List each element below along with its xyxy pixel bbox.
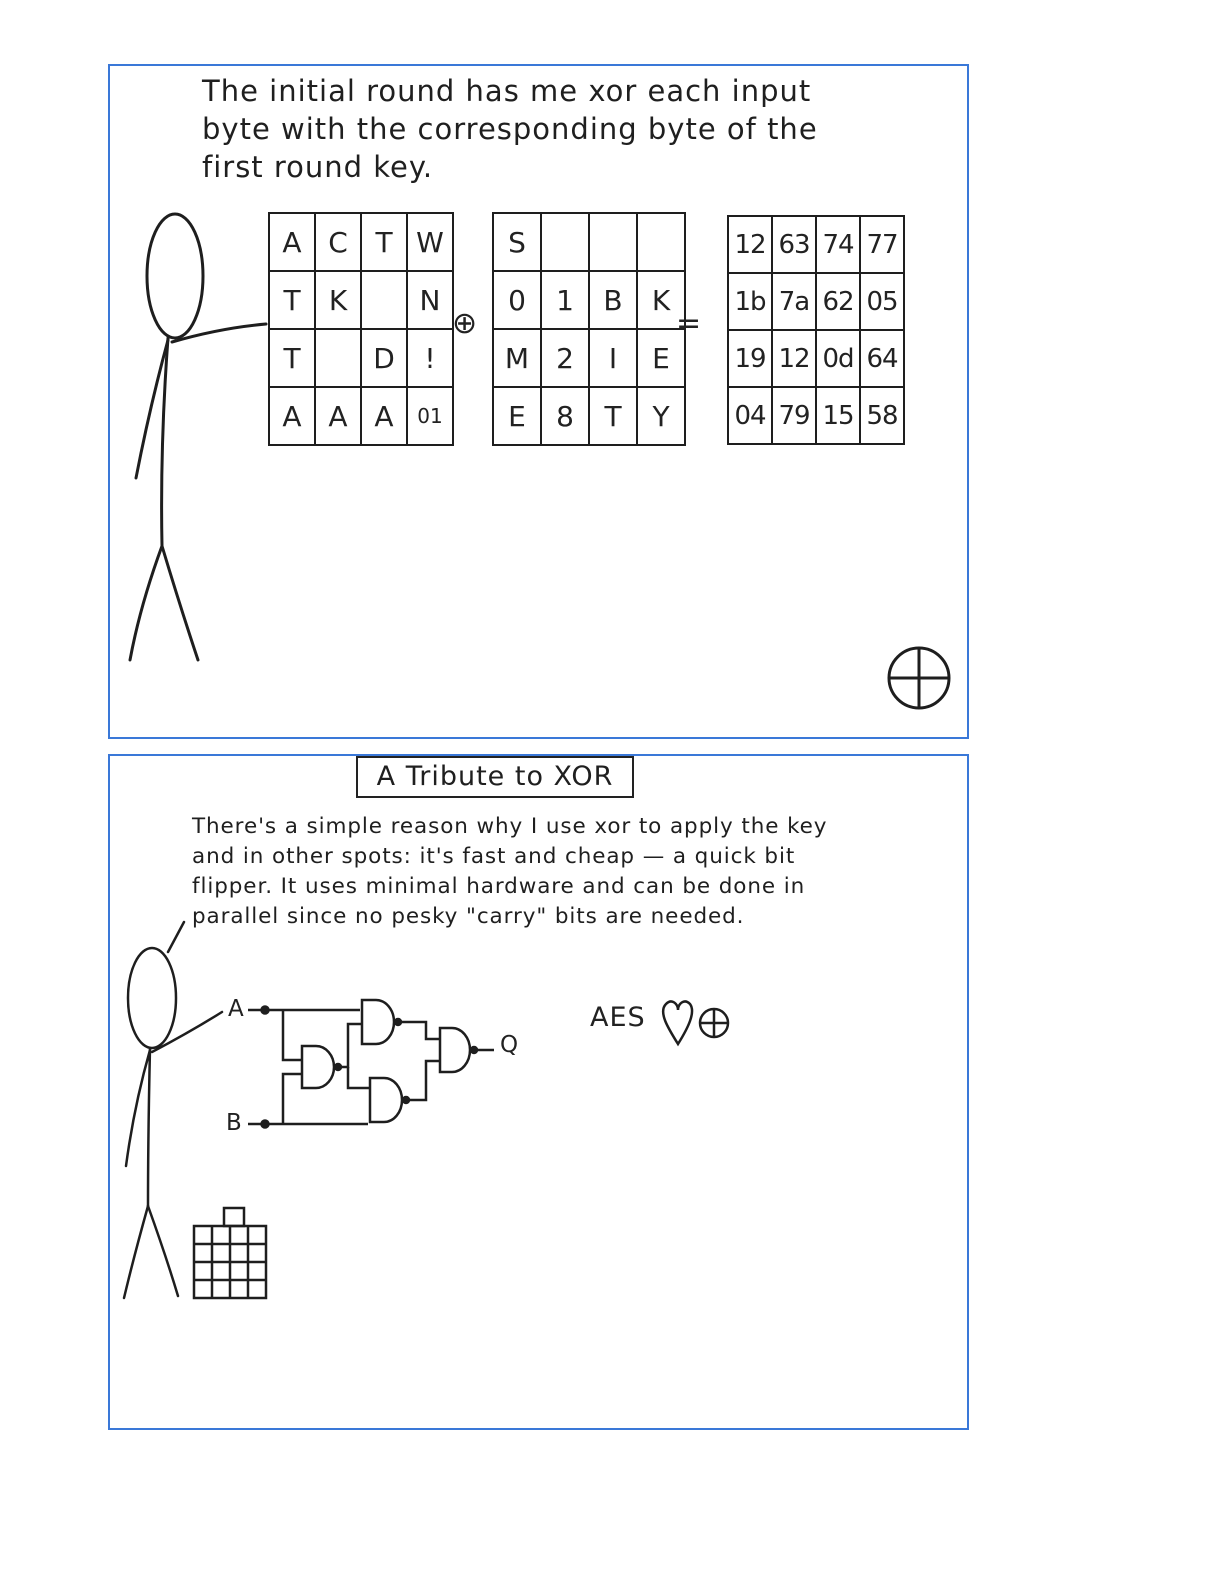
stick-figure-right-leg [162, 546, 198, 660]
grid-row [269, 271, 453, 329]
stick-figure-right-leg [148, 1206, 178, 1296]
grid-cell: 8 [541, 387, 589, 445]
nand-gate [440, 1028, 470, 1072]
xor-gate-diagram [110, 756, 971, 1432]
grid-cell: 7a [772, 273, 816, 330]
stick-figure-body [162, 338, 168, 546]
grid-cell: E [493, 387, 541, 445]
grid-cell: 1b [728, 273, 772, 330]
grid-cell: 0 [493, 271, 541, 329]
caption-line: first round key. [202, 150, 434, 184]
heart-icon [663, 1002, 692, 1044]
caption-line: and in other spots: it's fast and cheap — a quick bit [192, 844, 796, 869]
stick-figure-left-arm [126, 1050, 150, 1166]
grid-cell: Y [637, 387, 685, 445]
grid-cell: 04 [728, 387, 772, 444]
grid-cell [541, 213, 589, 271]
chip-grid-icon [194, 1208, 266, 1298]
gate-input-b-label: B [226, 1110, 242, 1136]
grid-cell: A [269, 387, 315, 445]
grid-cell: E [637, 329, 685, 387]
grid-cell: 12 [728, 216, 772, 273]
grid-cell: K [315, 271, 361, 329]
stick-figure-right-arm [152, 1012, 222, 1052]
nand-gate [302, 1046, 334, 1088]
grid-cell: D [361, 329, 407, 387]
grid-cell: 01 [407, 387, 453, 445]
round-key-grid [492, 212, 686, 446]
gate-output-q-label: Q [500, 1032, 519, 1058]
grid-row [493, 329, 685, 387]
grid-cell: A [315, 387, 361, 445]
stick-figure-head [147, 214, 203, 338]
grid-cell: 74 [816, 216, 860, 273]
comic-panel-xor-tribute [108, 754, 969, 1430]
comic-panel-initial-round [108, 64, 969, 739]
grid-cell: 1 [541, 271, 589, 329]
grid-cell: 2 [541, 329, 589, 387]
grid-row [728, 330, 904, 387]
grid-cell: N [407, 271, 453, 329]
grid-cell: 0d [816, 330, 860, 387]
grid-cell: ! [407, 329, 453, 387]
grid-cell: 19 [728, 330, 772, 387]
grid-cell: 15 [816, 387, 860, 444]
grid-cell: 64 [860, 330, 904, 387]
input-state-grid [268, 212, 454, 446]
caption-line: flipper. It uses minimal hardware and can be done in [192, 874, 806, 899]
grid-row [493, 387, 685, 445]
grid-cell: T [361, 213, 407, 271]
grid-cell: C [315, 213, 361, 271]
grid-row [728, 387, 904, 444]
grid-row [493, 213, 685, 271]
grid-cell: T [269, 271, 315, 329]
grid-cell [315, 329, 361, 387]
grid-cell: T [269, 329, 315, 387]
grid-cell: A [361, 387, 407, 445]
caption-line: The initial round has me xor each input [202, 74, 812, 108]
grid-cell: W [407, 213, 453, 271]
grid-row [728, 216, 904, 273]
grid-cell: 62 [816, 273, 860, 330]
xor-symbol-icon [700, 1009, 728, 1037]
grid-cell: 05 [860, 273, 904, 330]
grid-cell: A [269, 213, 315, 271]
gate-input-a-label: A [228, 996, 244, 1022]
stick-figure-left-leg [130, 546, 162, 660]
grid-cell [361, 271, 407, 329]
grid-cell: 63 [772, 216, 816, 273]
grid-cell: 77 [860, 216, 904, 273]
grid-row [269, 213, 453, 271]
grid-cell: M [493, 329, 541, 387]
nand-gate [362, 1000, 394, 1044]
grid-cell: T [589, 387, 637, 445]
speech-pointer-line [168, 922, 184, 952]
grid-cell: I [589, 329, 637, 387]
caption-line: byte with the corresponding byte of the [202, 112, 818, 146]
grid-cell: K [637, 271, 685, 329]
grid-row [269, 387, 453, 445]
stick-figure-presenting [124, 922, 222, 1298]
grid-cell [589, 213, 637, 271]
grid-cell: 79 [772, 387, 816, 444]
stick-figure-head [128, 948, 176, 1048]
caption-line: There's a simple reason why I use xor to apply the key [192, 814, 828, 839]
panel-title: A Tribute to XOR [356, 756, 634, 798]
grid-row [493, 271, 685, 329]
grid-cell [637, 213, 685, 271]
grid-cell: S [493, 213, 541, 271]
aes-love-label: AES [590, 1002, 646, 1033]
grid-cell: 58 [860, 387, 904, 444]
stick-figure-body [148, 1048, 150, 1206]
output-state-grid [727, 215, 905, 445]
grid-row [728, 273, 904, 330]
xor-circle-icon [889, 648, 949, 708]
grid-row [269, 329, 453, 387]
grid-cell: B [589, 271, 637, 329]
nand-gate-circuit [248, 1000, 494, 1128]
equals-operator: = [676, 306, 702, 341]
nand-gate [370, 1078, 402, 1122]
caption-line: parallel since no pesky "carry" bits are needed. [192, 904, 745, 929]
stick-figure-left-leg [124, 1206, 148, 1298]
xor-operator: ⊕ [452, 306, 478, 341]
grid-cell: 12 [772, 330, 816, 387]
